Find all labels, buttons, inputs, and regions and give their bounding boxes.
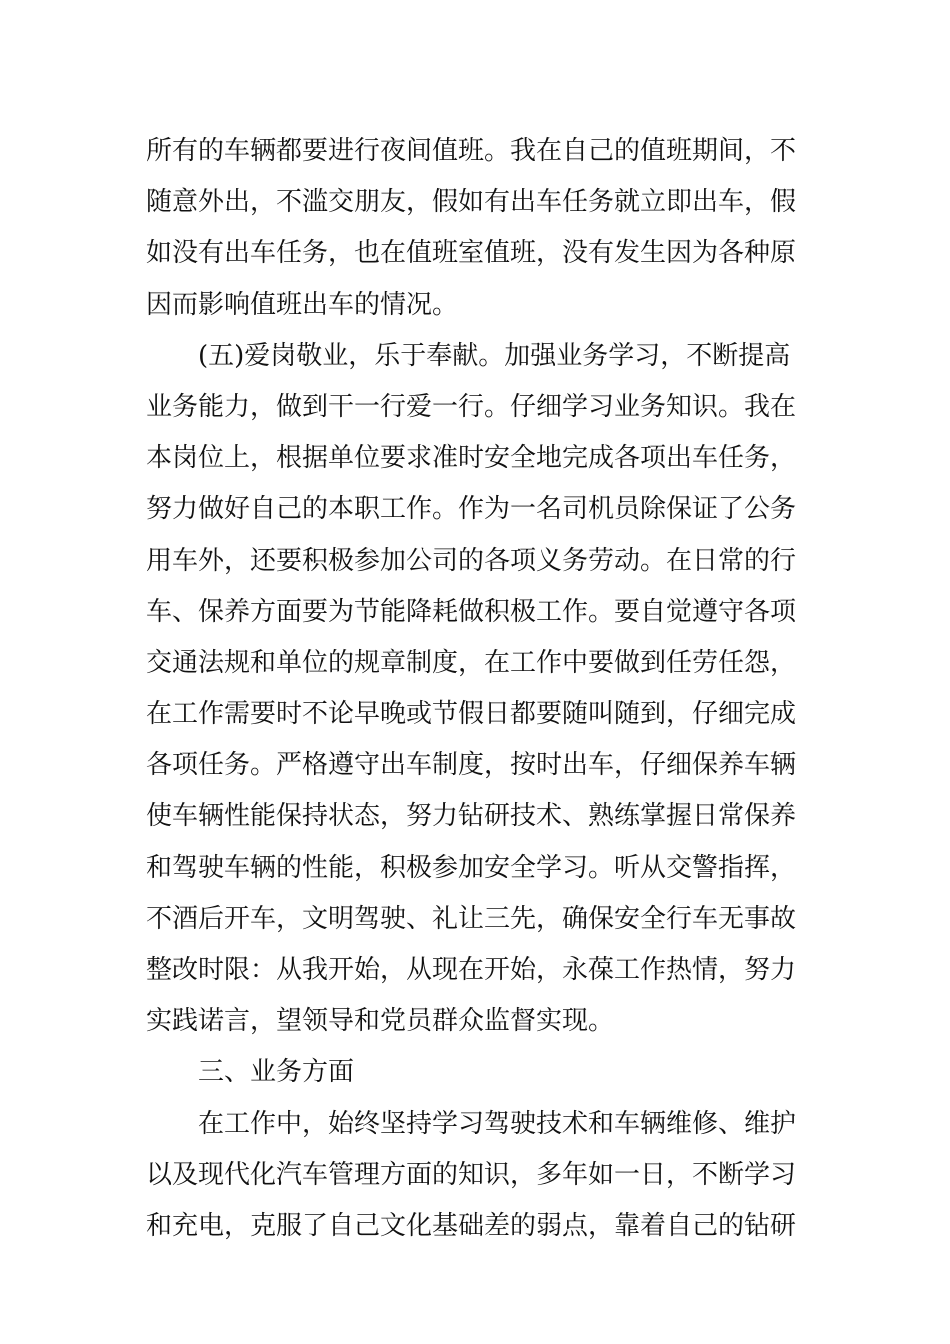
text-line: 不酒后开车，文明驾驶、礼让三先，确保安全行车无事故 (146, 903, 797, 934)
text-line: 以及现代化汽车管理方面的知识，多年如一日，不断学习 (146, 1159, 797, 1190)
section-heading: 三、业务方面 (198, 1057, 355, 1088)
text-line: 本岗位上，根据单位要求准时安全地完成各项出车任务， (146, 443, 797, 474)
document-body (146, 126, 826, 1252)
text-line: 整改时限：从我开始，从现在开始，永葆工作热情，努力 (146, 955, 797, 985)
text-line: 和驾驶车辆的性能，积极参加安全学习。听从交警指挥， (146, 852, 797, 883)
text-line: 所有的车辆都要进行夜间值班。我在自己的值班期间，不 (146, 136, 797, 166)
paragraph-start-line: 在工作中，始终坚持学习驾驶技术和车辆维修、维护 (198, 1108, 797, 1139)
text-line: 业务能力，做到干一行爱一行。仔细学习业务知识。我在 (146, 391, 797, 422)
text-line: 如没有出车任务，也在值班室值班，没有发生因为各种原 (146, 238, 797, 269)
text-line: 使车辆性能保持状态，努力钻研技术、熟练掌握日常保养 (146, 801, 797, 832)
text-line: 努力做好自己的本职工作。作为一名司机员除保证了公务 (146, 494, 797, 525)
text-line: 实践诺言，望领导和党员群众监督实现。 (146, 1006, 615, 1037)
text-line: 随意外出，不滥交朋友，假如有出车任务就立即出车，假 (146, 187, 797, 218)
text-line: 因而影响值班出车的情况。 (146, 289, 459, 320)
text-line: 用车外，还要积极参加公司的各项义务劳动。在日常的行 (146, 545, 797, 576)
text-line: 在工作需要时不论早晚或节假日都要随叫随到，仔细完成 (146, 699, 797, 730)
text-line: 车、保养方面要为节能降耗做积极工作。要自觉遵守各项 (146, 596, 797, 627)
paragraph-start-line: (五)爱岗敬业，乐于奉献。加强业务学习，不断提高 (198, 340, 791, 371)
text-line: 交通法规和单位的规章制度，在工作中要做到任劳任怨， (146, 647, 797, 678)
text-line: 和充电，克服了自己文化基础差的弱点，靠着自己的钻研 (146, 1210, 797, 1241)
text-line: 各项任务。严格遵守出车制度，按时出车，仔细保养车辆 (146, 750, 797, 781)
